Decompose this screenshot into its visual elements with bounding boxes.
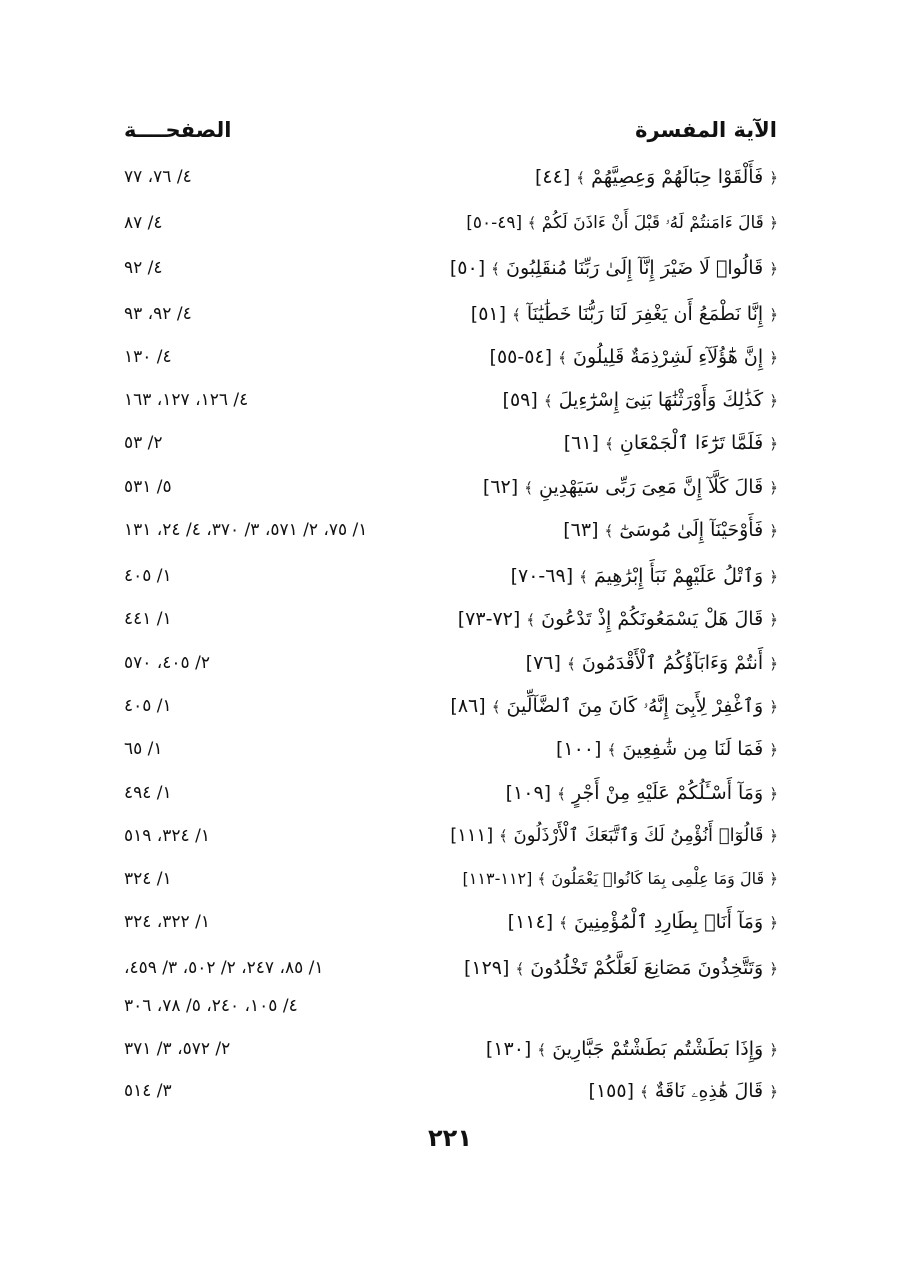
ayah-number: [١٣٠]: [485, 1038, 532, 1060]
verse-entry: [486, 1034, 778, 1065]
index-row: [0, 299, 900, 339]
page-reference: ٤/ ١٢٦، ١٢٧، ١٦٣: [124, 390, 249, 410]
ornament-open-icon: ﴿: [769, 260, 778, 278]
ornament-close-icon: ﴾: [579, 568, 588, 586]
index-row: [0, 734, 900, 774]
verse-text: وَٱتْلُ عَلَيْهِمْ نَبَأَ إِبْرَٰهِيمَ: [594, 565, 764, 587]
index-row: [0, 604, 900, 644]
ornament-open-icon: ﴿: [769, 306, 778, 324]
page-reference: ١/ ٤٩٤: [124, 783, 172, 803]
header-verse-column: الآية المفسرة: [635, 118, 777, 142]
index-row: [0, 472, 900, 512]
ornament-close-icon: ﴾: [607, 741, 617, 759]
verse-text: أَنتُمْ وَءَابَآؤُكُمُ ٱلْأَقْدَمُونَ: [581, 652, 764, 674]
page-reference: ١/ ٦٥: [124, 739, 163, 759]
verse-entry: [450, 821, 778, 851]
ornament-open-icon: ﴿: [769, 870, 778, 888]
page-reference: ١/ ٤٠٥: [124, 566, 172, 586]
ornament-open-icon: ﴿: [769, 655, 778, 673]
verse-text: فَأَوْحَيْنَآ إِلَىٰ مُوسَىٰٓ: [619, 519, 764, 541]
verse-text: وَٱغْفِرْ لِأَبِىٓ إِنَّهُۥ كَانَ مِنَ ٱلضَّآلِّينَ: [506, 695, 764, 717]
index-row: [0, 428, 900, 468]
ayah-number: [٤٩-٥٠]: [466, 213, 523, 233]
ornament-close-icon: ﴾: [576, 169, 586, 187]
verse-text: قَالَ ءَامَنتُمْ لَهُۥ قَبْلَ أَنْ ءَاذَنَ لَكُمْ: [541, 213, 764, 233]
page-reference: ١/ ٤٠٥: [124, 696, 172, 716]
page-reference: ٤/ ٧٦، ٧٧: [124, 167, 192, 187]
verse-text: وَمَآ أَنَا۠ بِطَارِدِ ٱلْمُؤْمِنِينَ: [574, 911, 764, 933]
ornament-close-icon: ﴾: [543, 392, 553, 410]
ornament-close-icon: ﴾: [512, 306, 521, 324]
ornament-open-icon: ﴿: [769, 785, 778, 803]
ornament-open-icon: ﴿: [769, 479, 778, 497]
page-reference: ٤/ ٨٧: [124, 213, 163, 233]
page-reference: ١/ ٨٥، ٢٤٧، ٢/ ٥٠٢، ٣/ ٤٥٩،: [124, 958, 324, 978]
verse-entry: [535, 162, 778, 193]
ayah-number: [٧٢-٧٣]: [457, 608, 521, 630]
page-reference: ٥/ ٥٣١: [124, 477, 172, 497]
verse-entry: [564, 428, 778, 459]
index-row: [0, 691, 900, 731]
verse-entry: [503, 385, 778, 416]
page-reference: ١/ ٤٤١: [124, 609, 172, 629]
index-row: [0, 1076, 900, 1116]
ornament-open-icon: ﴿: [769, 698, 778, 716]
ornament-close-icon: ﴾: [640, 1083, 649, 1101]
verse-entry: [506, 778, 778, 809]
verse-entry: [508, 907, 778, 938]
index-row: [0, 648, 900, 688]
index-row: [0, 1034, 900, 1074]
ornament-close-icon: ﴾: [537, 1041, 547, 1059]
page-reference: ٤/ ٩٢: [124, 258, 163, 278]
index-row: [0, 385, 900, 425]
verse-text: قَالَ هَلْ يَسْمَعُونَكُمْ إِذْ تَدْعُونَ: [541, 608, 764, 630]
verse-entry: [458, 604, 778, 635]
ornament-close-icon: ﴾: [604, 522, 614, 540]
ornament-close-icon: ﴾: [527, 214, 537, 232]
index-row: [0, 864, 900, 904]
ornament-close-icon: ﴾: [515, 960, 525, 978]
ornament-close-icon: ﴾: [605, 435, 614, 453]
verse-entry: [483, 472, 778, 503]
verse-text: إِنَّ هَٰٓؤُلَآءِ لَشِرْذِمَةٌ قَلِيلُونَ: [572, 346, 764, 368]
verse-entry: [526, 648, 778, 679]
ayah-number: [٥٤-٥٥]: [489, 346, 553, 368]
ayah-number: [٦٢]: [482, 476, 519, 498]
ornament-open-icon: ﴿: [769, 568, 778, 586]
index-row: [0, 778, 900, 818]
index-row: [0, 515, 900, 555]
verse-entry: [511, 561, 778, 592]
ayah-number: [١٢٩]: [463, 957, 510, 979]
page-reference: ٤/ ١٣٠: [124, 347, 172, 367]
verse-text: قَالَ وَمَا عِلْمِى بِمَا كَانُوا۟ يَعْمَلُونَ: [551, 869, 765, 888]
ornament-open-icon: ﴿: [769, 214, 778, 232]
ornament-close-icon: ﴾: [566, 655, 576, 673]
ornament-open-icon: ﴿: [769, 169, 778, 187]
verse-text: إِنَّا نَطْمَعُ أَن يَغْفِرَ لَنَا رَبُّنَا خَطَٰيَٰنَآ: [526, 303, 764, 325]
verse-text: فَلَمَّا تَرَٰٓءَا ٱلْجَمْعَانِ: [619, 432, 764, 454]
ornament-open-icon: ﴿: [769, 741, 778, 759]
page-reference: ٢/ ٥٣: [124, 433, 163, 453]
verse-entry: [556, 734, 778, 765]
verse-entry: [463, 864, 778, 894]
verse-entry: [471, 299, 778, 330]
index-row: [0, 953, 900, 1016]
ornament-open-icon: ﴿: [769, 914, 778, 932]
ornament-close-icon: ﴾: [559, 914, 568, 932]
index-row: [0, 561, 900, 601]
page-reference: ١/ ٣٢٤، ٥١٩: [124, 826, 210, 846]
index-row: [0, 253, 900, 293]
ornament-open-icon: ﴿: [769, 827, 778, 845]
verse-entry: [466, 208, 778, 238]
ornament-close-icon: ﴾: [499, 827, 508, 845]
page-reference: ٢/ ٥٧٢، ٣/ ٣٧١: [124, 1039, 231, 1059]
ayah-number: [١٥٥]: [588, 1080, 634, 1102]
verse-entry: [563, 515, 778, 546]
ornament-open-icon: ﴿: [769, 1083, 778, 1101]
index-row: [0, 907, 900, 947]
ornament-close-icon: ﴾: [491, 260, 500, 278]
page-reference: ٤/ ٩٢، ٩٣: [124, 304, 192, 324]
verse-text: قَالَ هَٰذِهِۦ نَاقَةٌ: [654, 1080, 764, 1102]
ornament-close-icon: ﴾: [526, 611, 536, 629]
ayah-number: [١١٢-١١٣]: [462, 869, 533, 888]
ornament-close-icon: ﴾: [491, 698, 501, 716]
page-reference: ١/ ٧٥، ٢/ ٥٧١، ٣/ ٣٧٠، ٤/ ٢٤، ١٣١: [124, 520, 368, 540]
page-reference-continued: ٤/ ١٠٥، ٢٤٠، ٥/ ٧٨، ٣٠٦: [124, 996, 298, 1016]
ayah-number: [٤٤]: [534, 166, 571, 188]
ornament-close-icon: ﴾: [537, 870, 547, 888]
header-page-column: الصفحــــة: [124, 118, 232, 142]
ornament-close-icon: ﴾: [557, 785, 566, 803]
verse-entry: [464, 953, 778, 984]
verse-text: وَإِذَا بَطَشْتُم بَطَشْتُمْ جَبَّارِينَ: [552, 1038, 764, 1060]
verse-text: فَمَا لَنَا مِن شَٰفِعِينَ: [622, 738, 764, 760]
ayah-number: [١٠٩]: [505, 782, 552, 804]
ornament-open-icon: ﴿: [769, 522, 778, 540]
page-number: ٢٢١: [428, 1124, 472, 1152]
ayah-number: [٦٩-٧٠]: [510, 565, 574, 587]
verse-text: فَأَلْقَوْا حِبَالَهُمْ وَعِصِيَّهُمْ: [591, 166, 764, 188]
ayah-number: [٦٣]: [563, 519, 599, 541]
ayah-number: [١١٤]: [507, 911, 554, 933]
ornament-open-icon: ﴿: [769, 1041, 778, 1059]
verse-text: وَتَتَّخِذُونَ مَصَانِعَ لَعَلَّكُمْ تَخْلُدُونَ: [530, 957, 764, 979]
verse-text: قَالُوا۟ لَا ضَيْرَ إِنَّآ إِلَىٰ رَبِّنَا مُنقَلِبُونَ: [506, 257, 764, 279]
index-row: [0, 342, 900, 382]
ornament-open-icon: ﴿: [769, 349, 778, 367]
page-reference: ٣/ ٥١٤: [124, 1081, 172, 1101]
ornament-open-icon: ﴿: [769, 392, 778, 410]
verse-entry: [450, 253, 778, 284]
verse-text: قَالَ كَلَّآ إِنَّ مَعِىَ رَبِّى سَيَهْدِينِ: [539, 476, 764, 498]
verse-text: قَالُوٓا۟ أَنُؤْمِنُ لَكَ وَٱتَّبَعَكَ ٱلْأَرْذَلُونَ: [513, 825, 764, 846]
verse-text: وَمَآ أَسْـَٔلُكُمْ عَلَيْهِ مِنْ أَجْرٍ: [571, 782, 764, 804]
ornament-open-icon: ﴿: [769, 611, 778, 629]
index-row: [0, 162, 900, 202]
ayah-number: [٥٠]: [449, 257, 486, 279]
index-row: [0, 821, 900, 861]
index-row: [0, 208, 900, 248]
ayah-number: [٥١]: [470, 303, 507, 325]
verse-text: كَذَٰلِكَ وَأَوْرَثْنَٰهَا بَنِىٓ إِسْرَٰٓءِيلَ: [558, 389, 764, 411]
verse-entry: [490, 342, 778, 373]
verse-entry: [450, 691, 778, 722]
ornament-close-icon: ﴾: [558, 349, 567, 367]
ornament-open-icon: ﴿: [769, 960, 778, 978]
page-reference: ١/ ٣٢٤: [124, 869, 172, 889]
verse-entry: [589, 1076, 778, 1107]
ornament-open-icon: ﴿: [769, 435, 778, 453]
ayah-number: [١٠٠]: [555, 738, 602, 760]
ayah-number: [٨٦]: [450, 695, 486, 717]
ayah-number: [٥٩]: [502, 389, 538, 411]
ayah-number: [١١١]: [450, 825, 494, 846]
page-reference: ١/ ٣٢٢، ٣٢٤: [124, 912, 210, 932]
ayah-number: [٦١]: [563, 432, 599, 454]
ayah-number: [٧٦]: [525, 652, 561, 674]
ornament-close-icon: ﴾: [524, 479, 533, 497]
page-reference: ٢/ ٤٠٥، ٥٧٠: [124, 653, 210, 673]
